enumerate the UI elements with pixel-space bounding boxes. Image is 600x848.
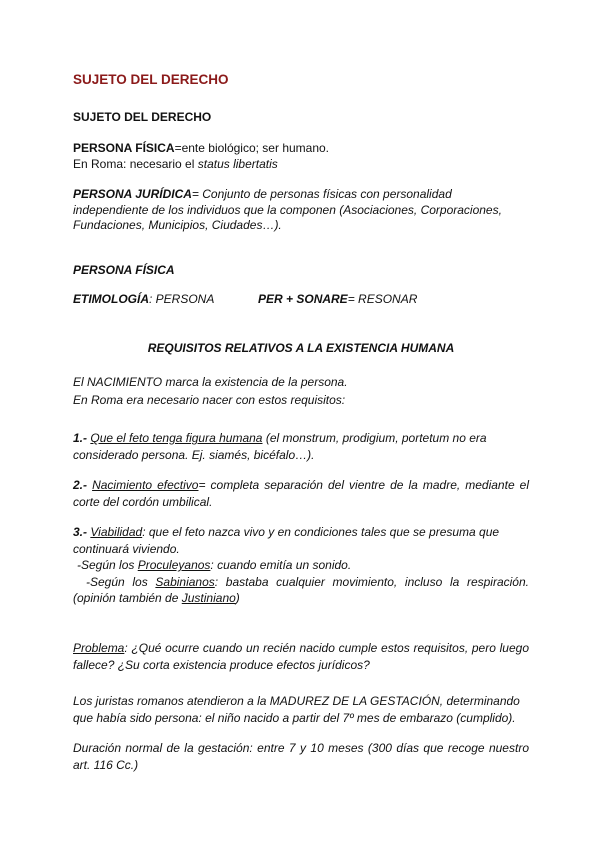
- persona-juridica-label: PERSONA JURÍDICA: [73, 187, 192, 201]
- requisito-2-number: 2.-: [73, 478, 88, 492]
- requisito-3-text: : que el feto nazca vivo y en condiciones tales que se presuma que continuará viviendo.: [73, 525, 500, 556]
- etimologia-result: = RESONAR: [347, 292, 418, 306]
- duracion-paragraph: Duración normal de la gestación: entre 7 y 10 meses (300 días que recoge nuestro art. 116 Cc.): [73, 741, 529, 772]
- requisitos-heading: REQUISITOS RELATIVOS A LA EXISTENCIA HUMANA: [147, 341, 455, 355]
- section-heading: SUJETO DEL DERECHO: [73, 110, 212, 124]
- proculeyanos-line: -Según los Proculeyanos: cuando emitía un sonido.: [77, 558, 352, 572]
- problema-label: Problema: [73, 641, 125, 655]
- etimologia-formula: PER + SONARE: [258, 292, 348, 306]
- requisito-3-title: Viabilidad: [90, 525, 143, 539]
- requisito-3: [73, 524, 529, 607]
- requisito-1-text: (el monstrum, prodigium, portetum no era considerado persona. Ej. siamés, bicéfalo…).: [73, 431, 487, 462]
- persona-juridica-text: = Conjunto de personas físicas con personalidad independiente de los individuos que la componen (Asociaciones, Corporaciones, Fundaciones, Municipios, Ciudades…).: [73, 187, 502, 232]
- intro-line: En Roma era necesario nacer con estos requisitos:: [73, 393, 346, 407]
- persona-fisica-text: =ente biológico; ser humano.: [174, 141, 330, 155]
- requisito-3-number: 3.-: [73, 525, 88, 539]
- persona-fisica-label: PERSONA FÍSICA: [73, 141, 175, 155]
- proculeyanos-term: Proculeyanos: [137, 558, 211, 572]
- etimologia-line: [73, 292, 529, 308]
- persona-juridica-definition: [73, 187, 529, 234]
- requisito-1-title: Que el feto tenga figura humana: [90, 431, 263, 445]
- intro-line: El NACIMIENTO marca la existencia de la persona.: [73, 375, 348, 389]
- roma-requirement-text: En Roma: necesario el: [73, 156, 198, 171]
- sabinianos-line: -Según los Sabinianos: bastaba cualquier movimiento, incluso la respiración.: [86, 574, 529, 589]
- requisito-2-text: = completa separación del vientre de la madre, mediante el corte del cordón umbilical.: [73, 478, 529, 509]
- sabinianos-term: Sabinianos: [155, 574, 215, 589]
- requisito-1-number: 1.-: [73, 431, 88, 445]
- requisito-2-title: Nacimiento efectivo: [92, 478, 199, 492]
- persona-fisica-heading: PERSONA FÍSICA: [73, 263, 175, 277]
- problema-paragraph: [73, 640, 529, 673]
- etimologia-value: : PERSONA: [149, 292, 215, 306]
- intro-paragraph: [73, 373, 529, 409]
- document-title: SUJETO DEL DERECHO: [73, 72, 229, 87]
- requisito-2: [73, 477, 529, 510]
- persona-fisica-definition: [73, 141, 529, 172]
- etimologia-label: ETIMOLOGÍA: [73, 292, 149, 306]
- problema-text: : ¿Qué ocurre cuando un recién nacido cumple estos requisitos, pero luego fallece? ¿Su corta existencia produce efectos jurídicos?: [73, 641, 529, 672]
- justiniano-term: Justiniano: [181, 591, 236, 605]
- status-libertatis-text: status libertatis: [197, 156, 278, 171]
- requisito-1: [73, 430, 529, 463]
- etimologia-formula-group: [258, 292, 417, 308]
- madurez-paragraph: Los juristas romanos atendieron a la MADUREZ DE LA GESTACIÓN, determinando que había sido persona: el niño nacido a partir del 7º mes de embarazo (cumplido).: [73, 694, 520, 725]
- justiniano-line: (opinión también de Justiniano): [73, 591, 240, 605]
